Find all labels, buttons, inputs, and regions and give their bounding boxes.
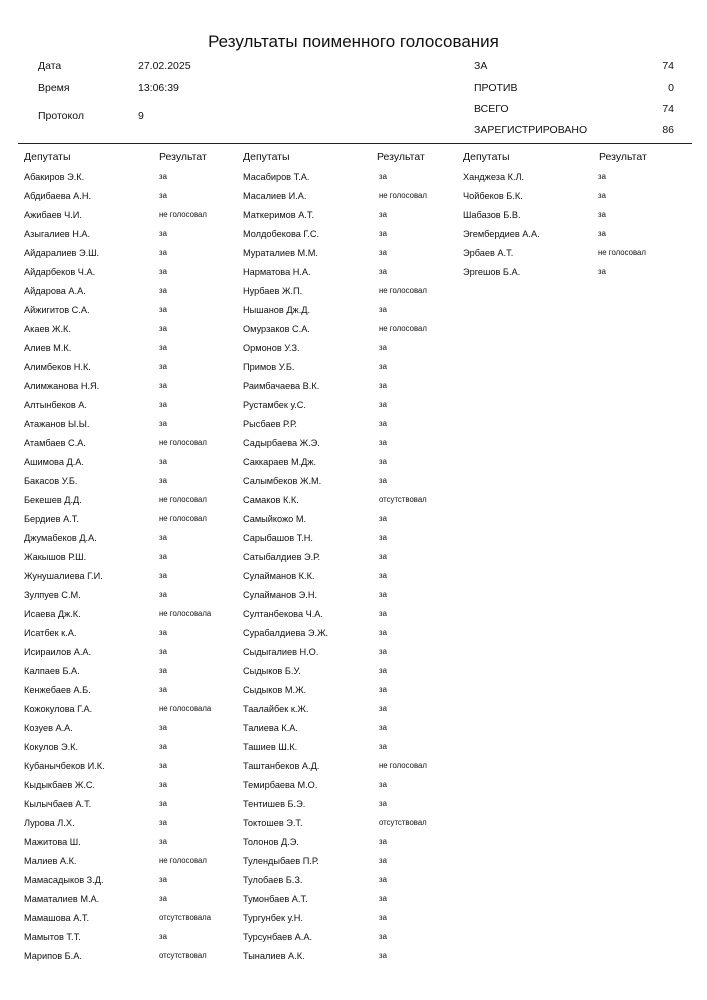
summary-for-label: ЗА: [474, 60, 488, 72]
table-row: [24, 853, 244, 872]
deputy-name: Кокулов Э.К.: [24, 742, 79, 752]
table-row: [24, 777, 244, 796]
deputy-name: Исатбек к.А.: [24, 628, 77, 638]
vote-result: за: [159, 419, 167, 428]
vote-result: за: [379, 628, 387, 637]
table-row: [243, 929, 463, 948]
table-row: [24, 492, 244, 511]
col2-result-header: Результат: [377, 151, 425, 163]
vote-result: отсутствовал: [379, 495, 427, 504]
vote-result: за: [598, 267, 606, 276]
page-title: Результаты поименного голосования: [208, 32, 499, 51]
table-row: [243, 530, 463, 549]
table-row: [24, 663, 244, 682]
vote-result: за: [379, 799, 387, 808]
vote-result: не голосовал: [379, 286, 427, 295]
deputy-name: Примов У.Б.: [243, 362, 295, 372]
deputy-name: Нарматова Н.А.: [243, 267, 311, 277]
vote-result: за: [159, 552, 167, 561]
vote-result: не голосовал: [379, 761, 427, 770]
table-row: [243, 226, 463, 245]
deputy-column-1: [24, 169, 244, 967]
table-row: [463, 188, 683, 207]
table-row: [243, 169, 463, 188]
deputy-name: Атамбаев С.А.: [24, 438, 86, 448]
table-row: [243, 872, 463, 891]
table-row: [463, 226, 683, 245]
deputy-name: Сыдыков Б.У.: [243, 666, 301, 676]
deputy-name: Самаков К.К.: [243, 495, 299, 505]
deputy-name: Алимбеков Н.К.: [24, 362, 91, 372]
deputy-name: Сарыбашов Т.Н.: [243, 533, 313, 543]
col3-result-header: Результат: [599, 151, 647, 163]
deputy-name: Исираилов А.А.: [24, 647, 92, 657]
deputy-name: Маткеримов А.Т.: [243, 210, 315, 220]
table-row: [24, 378, 244, 397]
deputy-name: Мажитова Ш.: [24, 837, 81, 847]
deputy-name: Нышанов Дж.Д.: [243, 305, 311, 315]
summary-for-value: 74: [662, 60, 674, 72]
table-row: [24, 948, 244, 967]
table-row: [24, 473, 244, 492]
table-row: [243, 454, 463, 473]
vote-result: за: [159, 894, 167, 903]
table-row: [24, 454, 244, 473]
table-row: [24, 606, 244, 625]
table-row: [24, 834, 244, 853]
deputy-name: Раимбачаева В.К.: [243, 381, 320, 391]
deputy-name: Айжигитов С.А.: [24, 305, 90, 315]
deputy-name: Салымбеков Ж.М.: [243, 476, 322, 486]
vote-result: за: [379, 248, 387, 257]
vote-result: за: [379, 400, 387, 409]
table-row: [24, 910, 244, 929]
vote-result: за: [159, 837, 167, 846]
col1-deputy-header: Депутаты: [24, 151, 71, 163]
table-row: [243, 720, 463, 739]
deputy-name: Жунушалиева Г.И.: [24, 571, 103, 581]
deputy-name: Алтынбеков А.: [24, 400, 87, 410]
table-row: [243, 397, 463, 416]
deputy-name: Ормонов У.З.: [243, 343, 300, 353]
table-row: [243, 910, 463, 929]
vote-result: за: [159, 761, 167, 770]
summary-total-value: 74: [662, 103, 674, 115]
vote-result: за: [159, 457, 167, 466]
vote-result: за: [379, 894, 387, 903]
table-row: [24, 245, 244, 264]
deputy-name: Алиев М.К.: [24, 343, 72, 353]
vote-result: не голосовал: [159, 514, 207, 523]
deputy-name: Марипов Б.А.: [24, 951, 82, 961]
vote-result: за: [159, 400, 167, 409]
vote-result: за: [159, 875, 167, 884]
vote-result: за: [159, 571, 167, 580]
table-row: [24, 758, 244, 777]
table-row: [463, 245, 683, 264]
table-row: [24, 416, 244, 435]
deputy-name: Атажанов Ы.Ы.: [24, 419, 90, 429]
deputy-name: Акаев Ж.К.: [24, 324, 71, 334]
vote-result: за: [379, 666, 387, 675]
deputy-column-2: [243, 169, 463, 967]
deputy-name: Джумабеков Д.А.: [24, 533, 97, 543]
deputy-name: Бердиев А.Т.: [24, 514, 79, 524]
vote-result: за: [159, 324, 167, 333]
vote-result: не голосовал: [159, 210, 207, 219]
table-row: [24, 644, 244, 663]
table-row: [24, 435, 244, 454]
vote-result: за: [159, 932, 167, 941]
deputy-name: Масабиров Т.А.: [243, 172, 310, 182]
vote-result: за: [159, 780, 167, 789]
deputy-name: Алимжанова Н.Я.: [24, 381, 100, 391]
table-row: [24, 815, 244, 834]
deputy-name: Турсунбаев А.А.: [243, 932, 313, 942]
col2-deputy-header: Депутаты: [243, 151, 290, 163]
deputy-name: Сулайманов Э.Н.: [243, 590, 318, 600]
summary-total-label: ВСЕГО: [474, 103, 509, 115]
deputy-name: Нурбаев Ж.П.: [243, 286, 303, 296]
date-value: 27.02.2025: [138, 60, 191, 72]
table-row: [24, 169, 244, 188]
vote-result: за: [379, 932, 387, 941]
deputy-name: Тулобаев Б.З.: [243, 875, 303, 885]
vote-result: за: [159, 267, 167, 276]
vote-result: за: [379, 172, 387, 181]
deputy-name: Кыдыкбаев Ж.С.: [24, 780, 96, 790]
vote-result: за: [379, 609, 387, 618]
deputy-name: Тумонбаев А.Т.: [243, 894, 308, 904]
deputy-name: Рысбаев Р.Р.: [243, 419, 297, 429]
col1-result-header: Результат: [159, 151, 207, 163]
vote-result: за: [598, 191, 606, 200]
vote-result: за: [379, 875, 387, 884]
table-row: [243, 682, 463, 701]
deputy-name: Айдарова А.А.: [24, 286, 86, 296]
table-row: [243, 568, 463, 587]
protocol-label: Протокол: [38, 110, 84, 122]
vote-result: отсутствовал: [159, 951, 207, 960]
deputy-name: Кожокулова Г.А.: [24, 704, 93, 714]
table-row: [24, 701, 244, 720]
deputy-name: Молдобекова Г.С.: [243, 229, 320, 239]
deputy-name: Малиев А.К.: [24, 856, 77, 866]
deputy-name: Бекешев Д.Д.: [24, 495, 82, 505]
deputy-name: Ханджеза К.Л.: [463, 172, 525, 182]
vote-result: за: [379, 457, 387, 466]
deputy-name: Мамытов Т.Т.: [24, 932, 81, 942]
vote-result: за: [379, 210, 387, 219]
deputy-name: Ташиев Ш.К.: [243, 742, 298, 752]
table-row: [24, 568, 244, 587]
deputy-name: Абдибаева А.Н.: [24, 191, 92, 201]
vote-result: за: [159, 742, 167, 751]
vote-result: за: [598, 210, 606, 219]
vote-result: за: [159, 799, 167, 808]
table-row: [243, 853, 463, 872]
vote-result: за: [159, 723, 167, 732]
table-row: [243, 834, 463, 853]
deputy-name: Маматалиев М.А.: [24, 894, 100, 904]
vote-result: за: [159, 172, 167, 181]
table-row: [243, 321, 463, 340]
table-row: [243, 891, 463, 910]
deputy-name: Рустамбек у.С.: [243, 400, 306, 410]
header-divider: [18, 143, 692, 144]
table-row: [24, 682, 244, 701]
deputy-name: Султанбекова Ч.А.: [243, 609, 323, 619]
vote-result: за: [159, 590, 167, 599]
table-row: [243, 777, 463, 796]
summary-registered-label: ЗАРЕГИСТРИРОВАНО: [474, 124, 588, 136]
table-row: [24, 872, 244, 891]
deputy-name: Жакышов Р.Ш.: [24, 552, 87, 562]
table-row: [243, 758, 463, 777]
deputy-name: Самыйкожо М.: [243, 514, 307, 524]
table-row: [243, 739, 463, 758]
vote-result: не голосовала: [159, 704, 212, 713]
deputy-name: Сыдыгалиев Н.О.: [243, 647, 319, 657]
deputy-column-3: [463, 169, 683, 283]
deputy-name: Тентишев Б.Э.: [243, 799, 306, 809]
vote-result: за: [379, 571, 387, 580]
deputy-name: Тургунбек у.Н.: [243, 913, 303, 923]
table-row: [463, 264, 683, 283]
table-row: [24, 283, 244, 302]
table-row: [24, 188, 244, 207]
table-row: [243, 644, 463, 663]
deputy-name: Ашимова Д.А.: [24, 457, 84, 467]
vote-result: за: [379, 229, 387, 238]
vote-result: за: [159, 647, 167, 656]
vote-result: не голосовала: [159, 609, 212, 618]
vote-result: за: [379, 514, 387, 523]
table-row: [24, 264, 244, 283]
time-value: 13:06:39: [138, 82, 179, 94]
table-row: [24, 929, 244, 948]
table-row: [243, 473, 463, 492]
deputy-name: Калпаев Б.А.: [24, 666, 80, 676]
deputy-name: Кенжебаев А.Б.: [24, 685, 91, 695]
time-label: Время: [38, 82, 70, 94]
deputy-name: Садырбаева Ж.Э.: [243, 438, 320, 448]
deputy-name: Ажибаев Ч.И.: [24, 210, 82, 220]
vote-result: не голосовал: [159, 495, 207, 504]
vote-result: за: [159, 229, 167, 238]
deputy-name: Исаева Дж.К.: [24, 609, 81, 619]
vote-result: за: [159, 818, 167, 827]
table-row: [24, 720, 244, 739]
vote-result: не голосовал: [379, 324, 427, 333]
table-row: [243, 796, 463, 815]
deputy-name: Мамашова А.Т.: [24, 913, 90, 923]
table-row: [243, 340, 463, 359]
table-row: [243, 606, 463, 625]
table-row: [243, 264, 463, 283]
vote-result: за: [159, 533, 167, 542]
table-row: [24, 796, 244, 815]
vote-result: за: [379, 913, 387, 922]
deputy-name: Талиева К.А.: [243, 723, 298, 733]
deputy-name: Сыдыков М.Ж.: [243, 685, 307, 695]
vote-result: за: [598, 229, 606, 238]
deputy-name: Таалайбек к.Ж.: [243, 704, 309, 714]
deputy-name: Омурзаков С.А.: [243, 324, 310, 334]
deputy-name: Таштанбеков А.Д.: [243, 761, 320, 771]
deputy-name: Толонов Д.Э.: [243, 837, 299, 847]
table-row: [243, 378, 463, 397]
vote-result: за: [379, 951, 387, 960]
vote-result: за: [159, 362, 167, 371]
deputy-name: Чойбеков Б.К.: [463, 191, 523, 201]
vote-result: не голосовал: [598, 248, 646, 257]
deputy-name: Айдарбеков Ч.А.: [24, 267, 96, 277]
protocol-value: 9: [138, 110, 144, 122]
deputy-name: Масалиев И.А.: [243, 191, 307, 201]
vote-result: за: [379, 305, 387, 314]
vote-result: за: [598, 172, 606, 181]
vote-result: за: [379, 533, 387, 542]
vote-result: не голосовал: [159, 856, 207, 865]
table-row: [24, 226, 244, 245]
deputy-name: Сатыбалдиев Э.Р.: [243, 552, 321, 562]
vote-result: не голосовал: [159, 438, 207, 447]
table-row: [24, 891, 244, 910]
table-row: [243, 302, 463, 321]
table-row: [243, 283, 463, 302]
vote-result: за: [379, 742, 387, 751]
deputy-name: Кылычбаев А.Т.: [24, 799, 92, 809]
summary-against-value: 0: [668, 82, 674, 94]
table-row: [24, 549, 244, 568]
deputy-name: Азыгалиев Н.А.: [24, 229, 91, 239]
vote-result: за: [379, 856, 387, 865]
deputy-name: Айдаралиев Э.Ш.: [24, 248, 100, 258]
deputy-name: Козуев А.А.: [24, 723, 73, 733]
table-row: [24, 302, 244, 321]
vote-result: за: [379, 438, 387, 447]
summary-against-label: ПРОТИВ: [474, 82, 518, 94]
table-row: [24, 340, 244, 359]
vote-result: за: [379, 476, 387, 485]
vote-result: за: [379, 590, 387, 599]
deputy-name: Зулпуев С.М.: [24, 590, 81, 600]
deputy-name: Шабазов Б.В.: [463, 210, 521, 220]
table-row: [243, 587, 463, 606]
table-row: [243, 416, 463, 435]
table-row: [24, 625, 244, 644]
table-row: [243, 549, 463, 568]
vote-result: за: [379, 780, 387, 789]
table-row: [243, 188, 463, 207]
table-row: [243, 359, 463, 378]
table-row: [24, 397, 244, 416]
table-row: [243, 663, 463, 682]
vote-result: за: [379, 837, 387, 846]
col3-deputy-header: Депутаты: [463, 151, 510, 163]
vote-result: за: [379, 552, 387, 561]
vote-result: за: [379, 723, 387, 732]
date-label: Дата: [38, 60, 62, 72]
table-row: [463, 169, 683, 188]
vote-result: за: [159, 381, 167, 390]
summary-registered-value: 86: [662, 124, 674, 136]
deputy-name: Тулендыбаев П.Р.: [243, 856, 319, 866]
table-row: [243, 625, 463, 644]
deputy-name: Сулайманов К.К.: [243, 571, 315, 581]
deputy-name: Абакиров Э.К.: [24, 172, 85, 182]
table-row: [243, 245, 463, 264]
vote-result: за: [159, 685, 167, 694]
table-row: [243, 207, 463, 226]
table-row: [24, 511, 244, 530]
vote-result: за: [159, 191, 167, 200]
table-row: [243, 701, 463, 720]
table-row: [24, 587, 244, 606]
vote-result: не голосовал: [379, 191, 427, 200]
deputy-name: Темирбаева М.О.: [243, 780, 318, 790]
deputy-name: Токтошев Э.Т.: [243, 818, 303, 828]
vote-result: за: [379, 267, 387, 276]
vote-result: за: [159, 286, 167, 295]
deputy-name: Эргешов Б.А.: [463, 267, 521, 277]
vote-result: за: [379, 419, 387, 428]
vote-result: за: [159, 305, 167, 314]
table-row: [24, 359, 244, 378]
vote-result: отсутствовал: [379, 818, 427, 827]
vote-result: за: [379, 362, 387, 371]
vote-result: за: [159, 666, 167, 675]
table-row: [24, 530, 244, 549]
vote-result: за: [379, 647, 387, 656]
deputy-name: Эгембердиев А.А.: [463, 229, 540, 239]
table-row: [243, 948, 463, 967]
table-row: [243, 511, 463, 530]
table-row: [24, 739, 244, 758]
vote-result: за: [379, 381, 387, 390]
deputy-name: Эрбаев А.Т.: [463, 248, 514, 258]
vote-result: за: [379, 343, 387, 352]
deputy-name: Тыналиев А.К.: [243, 951, 305, 961]
deputy-name: Саккараев М.Дж.: [243, 457, 317, 467]
vote-result: за: [159, 343, 167, 352]
vote-result: за: [159, 248, 167, 257]
table-row: [24, 321, 244, 340]
vote-result: за: [159, 476, 167, 485]
deputy-name: Кубанычбеков И.К.: [24, 761, 105, 771]
table-row: [463, 207, 683, 226]
table-row: [24, 207, 244, 226]
vote-result: отсутствовала: [159, 913, 212, 922]
table-row: [243, 435, 463, 454]
vote-result: за: [379, 704, 387, 713]
vote-result: за: [159, 628, 167, 637]
table-row: [243, 492, 463, 511]
deputy-name: Бакасов У.Б.: [24, 476, 78, 486]
deputy-name: Мамасадыков З.Д.: [24, 875, 104, 885]
deputy-name: Мураталиев М.М.: [243, 248, 318, 258]
deputy-name: Лурова Л.Х.: [24, 818, 75, 828]
deputy-name: Сурабалдиева Э.Ж.: [243, 628, 329, 638]
vote-result: за: [379, 685, 387, 694]
table-row: [243, 815, 463, 834]
